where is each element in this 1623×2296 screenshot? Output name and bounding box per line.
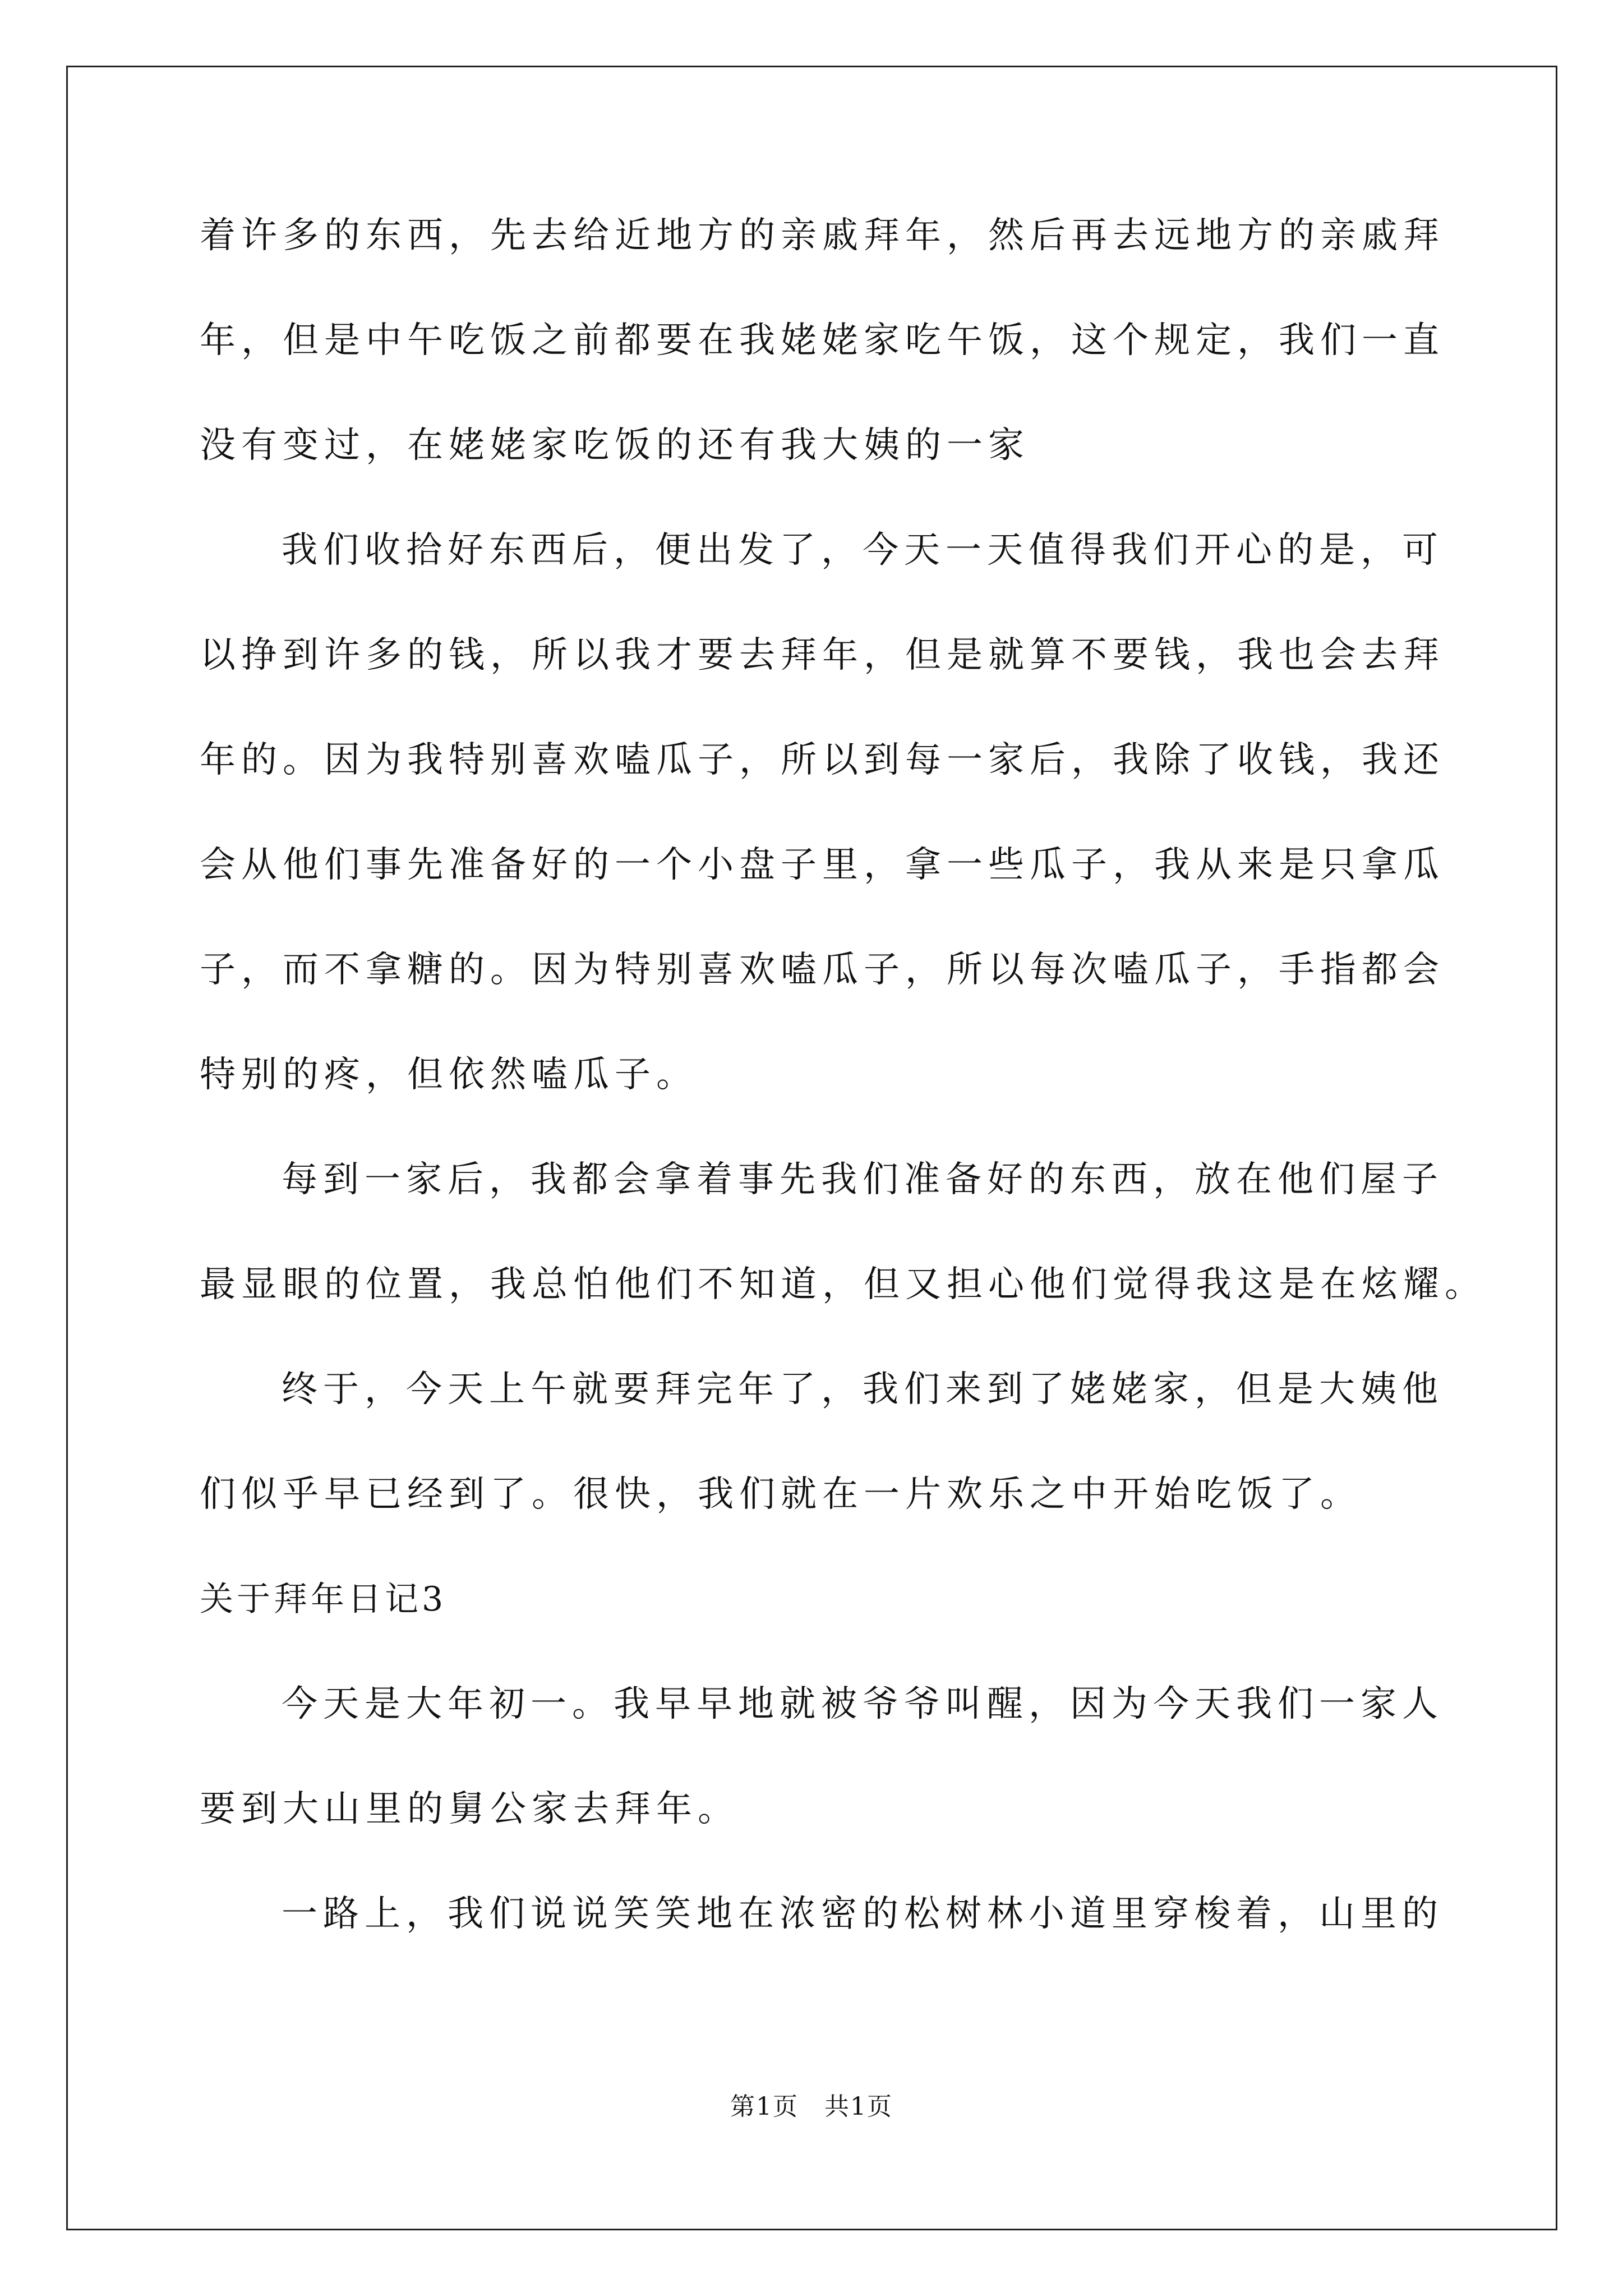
- text-line: 们似乎早已经到了。很快，我们就在一片欢乐之中开始吃饭了。: [200, 1474, 1362, 1515]
- text-line: 着许多的东西，先去给近地方的亲戚拜年，然后再去远地方的亲戚拜: [200, 215, 1445, 256]
- paragraph-start-line: 今天是大年初一。我早早地就被爷爷叫醒，因为今天我们一家人: [282, 1683, 1444, 1725]
- paragraph-start-line: 我们收拾好东西后，便出发了，今天一天值得我们开心的是，可: [282, 530, 1444, 571]
- text-line: 年，但是中午吃饭之前都要在我姥姥家吃午饭，这个规定，我们一直: [200, 320, 1445, 361]
- text-line: 要到大山里的舅公家去拜年。: [200, 1788, 739, 1830]
- text-line: 没有变过，在姥姥家吃饭的还有我大姨的一家: [200, 425, 1030, 466]
- page-number-footer: 第1页 共1页: [730, 2092, 893, 2121]
- text-line: 会从他们事先准备好的一个小盘子里，拿一些瓜子，我从来是只拿瓜: [200, 844, 1445, 886]
- text-line: 子，而不拿糖的。因为特别喜欢嗑瓜子，所以每次嗑瓜子，手指都会: [200, 949, 1445, 991]
- text-line: 最显眼的位置，我总怕他们不知道，但又担心他们觉得我这是在炫耀。: [200, 1264, 1486, 1305]
- paragraph-start-line: 终于，今天上午就要拜完年了，我们来到了姥姥家，但是大姨他: [282, 1369, 1444, 1410]
- section-heading: 关于拜年日记3: [200, 1580, 447, 1619]
- text-line: 以挣到许多的钱，所以我才要去拜年，但是就算不要钱，我也会去拜: [200, 634, 1445, 676]
- text-line: 特别的疼，但依然嗑瓜子。: [200, 1054, 698, 1096]
- paragraph-start-line: 每到一家后，我都会拿着事先我们准备好的东西，放在他们屋子: [282, 1159, 1444, 1200]
- paragraph-start-line: 一路上，我们说说笑笑地在浓密的松树林小道里穿梭着，山里的: [282, 1893, 1444, 1935]
- text-line: 年的。因为我特别喜欢嗑瓜子，所以到每一家后，我除了收钱，我还: [200, 739, 1445, 781]
